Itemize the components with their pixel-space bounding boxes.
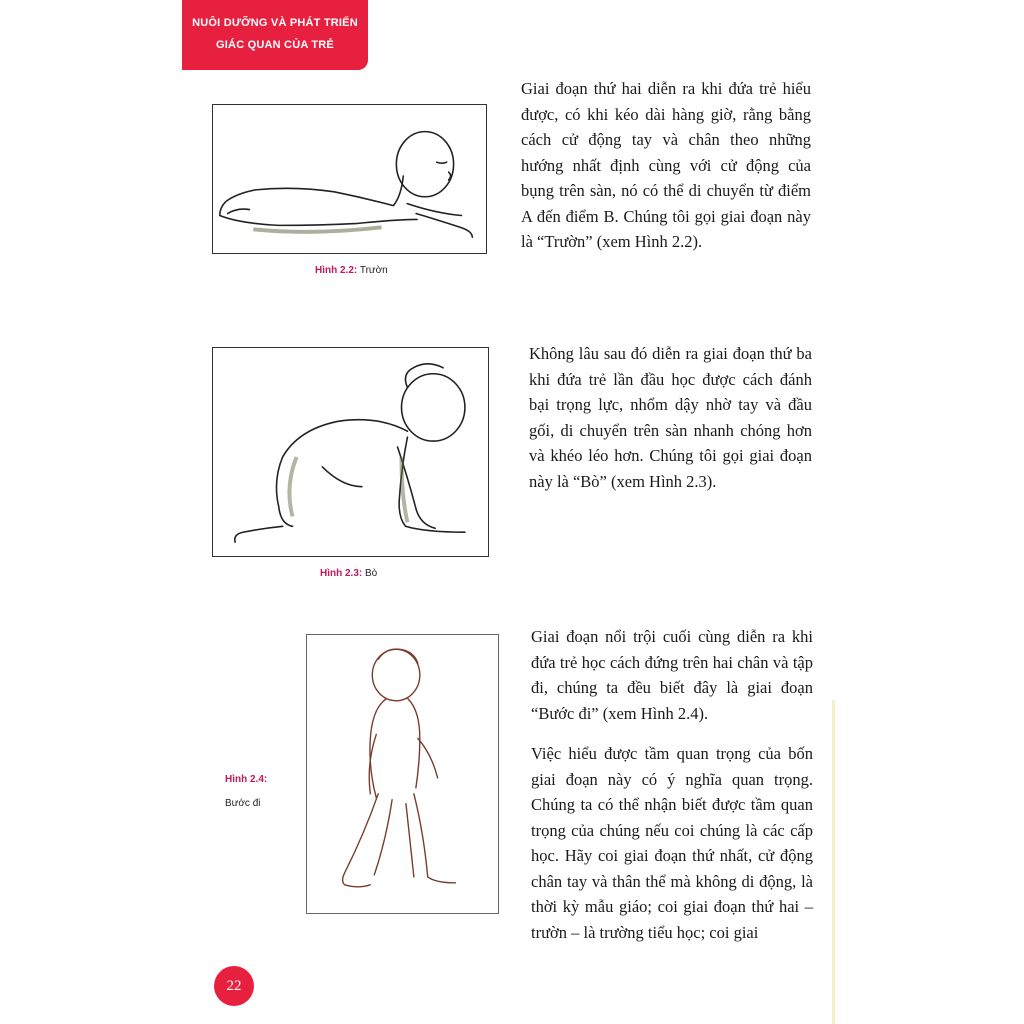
figure-2-4-caption bbox=[225, 768, 267, 816]
chapter-header-tab bbox=[182, 0, 368, 70]
figure-2-2-title: Trườn bbox=[359, 265, 388, 276]
figure-2-2-label: Hình 2.2: bbox=[315, 265, 358, 276]
hands-knees-baby-drawing bbox=[213, 348, 488, 556]
crawling-baby-drawing bbox=[213, 105, 486, 253]
chapter-title-line1: NUÔI DƯỠNG VÀ PHÁT TRIỂN bbox=[192, 17, 358, 29]
walking-child-drawing bbox=[307, 635, 498, 913]
figure-2-2-caption bbox=[315, 265, 388, 276]
paragraph-hands-knees: Không lâu sau đó diễn ra giai đoạn thứ ba khi đứa trẻ lần đầu học được cách đánh bại trọng lực, nhổm dậy nhờ tay và đầu gối, di chuyển trên sàn nhanh chóng hơn và khéo léo hơn. Chúng tôi gọi giai đoạn này là “Bò” (xem Hình 2.3). bbox=[529, 344, 812, 491]
figure-walking-illustration bbox=[306, 634, 499, 914]
page-edge-strip bbox=[832, 700, 835, 1024]
paragraph-walking: Giai đoạn nổi trội cuối cùng diễn ra khi đứa trẻ học cách đứng trên hai chân và tập đi, chúng ta đều biết đây là giai đoạn “Bước đi” (xem Hình 2.4). bbox=[531, 627, 813, 723]
figure-2-4-label: Hình 2.4: bbox=[225, 774, 268, 785]
figure-crawling-illustration bbox=[212, 104, 487, 254]
page-number-badge: 22 bbox=[214, 966, 254, 1006]
paragraph-importance: Việc hiểu được tầm quan trọng của bốn giai đoạn này có ý nghĩa quan trọng. Chúng ta có thể nhận biết được tầm quan trọng của chúng nếu coi chúng là các cấp học. Hãy coi giai đoạn thứ nhất, cử động chân tay và thân thể mà không di động, là thời kỳ mẫu giáo; coi giai đoạn thứ hai – trườn – là trường tiểu học; coi giai bbox=[531, 744, 813, 942]
chapter-title-line2: GIÁC QUAN CỦA TRẺ bbox=[216, 39, 334, 51]
paragraph-crawling: Giai đoạn thứ hai diễn ra khi đứa trẻ hiểu được, có khi kéo dài hàng giờ, rằng bằng cách cử động tay và chân theo những hướng nhất định cùng với cử động của bụng trên sàn, nó có thể di chuyển từ điểm A đến điểm B. Chúng tôi gọi giai đoạn này là “Trườn” (xem Hình 2.2). bbox=[521, 79, 811, 251]
figure-2-4-title: Bước đi bbox=[225, 798, 261, 809]
figure-hands-knees-illustration bbox=[212, 347, 489, 557]
figure-2-3-label: Hình 2.3: bbox=[320, 568, 363, 579]
figure-2-3-title: Bò bbox=[365, 568, 378, 579]
figure-2-3-caption bbox=[320, 568, 377, 579]
